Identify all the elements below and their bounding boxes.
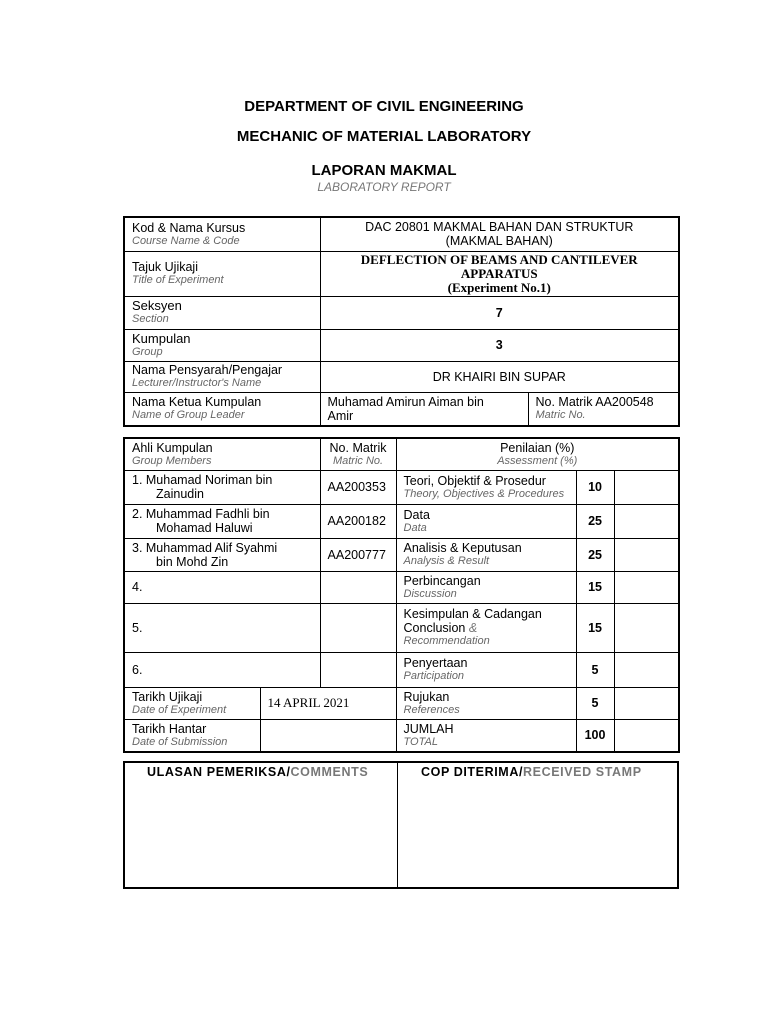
assessment-col-label-en: Assessment (%) [497,454,578,467]
member-name-cell [124,571,320,603]
score-cell [614,652,679,687]
criterion-cell [396,470,576,504]
criterion-name: Kesimpulan & Cadangan [403,607,542,621]
criterion-name-en: Discussion [403,587,457,600]
comments-stamp-box [123,761,679,889]
score-cell [614,687,679,719]
criterion-cell [396,603,576,652]
member-matric [320,652,396,687]
member-matric: AA200182 [320,504,396,538]
stamp-label-en: RECEIVED STAMP [523,765,642,779]
submission-date-label: Tarikh Hantar [132,721,207,736]
course-label-cell [124,217,320,251]
experiment-label-cell [124,251,320,296]
leader-name-line1: Muhamad Amirun Aiman bin [327,394,484,409]
member-name-line1: 4. [132,580,143,594]
leader-name-line2: Amir [327,408,354,423]
score-cell [614,603,679,652]
criterion-marks: 25 [576,504,614,538]
submission-date-label-en: Date of Submission [132,735,228,748]
criterion-name: Teori, Objektif & Prosedur [403,473,546,488]
member-name-cell [124,470,320,504]
score-cell [614,470,679,504]
experiment-date-label-en: Date of Experiment [132,703,227,716]
member-matric [320,603,396,652]
leader-label-cell [124,392,320,426]
criterion-name: Analisis & Keputusan [403,541,522,555]
matric-col-label: No. Matrik [329,440,387,455]
member-matric: AA200777 [320,538,396,571]
experiment-date-row [124,687,679,719]
member-name-cell [124,603,320,652]
section-label-en: Section [132,313,169,325]
criterion-name-en: TOTAL [403,735,438,748]
criterion-name: Penyertaan [403,656,468,670]
lecturer-label-en: Lecturer/Instructor's Name [132,377,262,389]
box-divider [397,763,398,887]
matric-col-header [320,438,396,470]
criterion-name-en: References [403,703,460,716]
table-row [124,470,679,504]
report-subtitle: LABORATORY REPORT [317,180,451,194]
member-name-line2: Mohamad Haluwi [156,521,253,535]
criterion-marks: 5 [576,652,614,687]
leader-matric-cell [528,392,679,426]
leader-matric-en: Matric No. [535,409,586,422]
experiment-value-line2: APPARATUS [460,265,538,281]
report-title: LAPORAN MAKMAL [311,162,457,179]
criterion-name-en: Theory, Objectives & Procedures [403,487,565,500]
section-value: 7 [320,296,679,329]
criterion-name-en: Recommendation [403,635,490,647]
members-col-header [124,438,320,470]
leader-label: Nama Ketua Kumpulan [132,395,262,410]
course-value-line2: (MAKMAL BAHAN) [445,234,553,249]
section-label-cell [124,296,320,329]
group-label-cell [124,329,320,361]
members-assessment-table [123,437,680,753]
criterion-cell [396,719,576,752]
table-row [124,603,679,652]
group-label-en: Group [132,345,163,358]
leader-name-cell [320,392,528,426]
course-row [124,217,679,251]
criterion-cell [396,571,576,603]
criterion-name-amp: & [468,621,478,635]
section-row [124,296,679,329]
group-value: 3 [320,329,679,361]
member-name-cell [124,504,320,538]
criterion-marks: 5 [576,687,614,719]
lecturer-row [124,361,679,392]
criterion-name: Data [403,507,430,522]
member-name-line2: bin Mohd Zin [156,554,229,569]
criterion-marks: 10 [576,470,614,504]
matric-col-label-en: Matric No. [332,454,384,467]
assessment-col-header [396,438,679,470]
member-name-line1: 5. [132,620,143,635]
member-name-cell [124,538,320,571]
submission-date-row [124,719,679,752]
member-name-cell [124,652,320,687]
criterion-cell [396,652,576,687]
member-matric [320,571,396,603]
submission-date-value [260,719,396,752]
experiment-label: Tajuk Ujikaji [132,260,198,274]
member-name-line1: 6. [132,662,143,677]
table-row [124,652,679,687]
lecturer-label: Nama Pensyarah/Pengajar [132,363,283,377]
course-label-en: Course Name & Code [132,234,240,247]
member-name-line1: 3. Muhammad Alif Syahmi [132,540,278,555]
members-col-label-en: Group Members [132,454,212,467]
experiment-date-value: 14 APRIL 2021 [260,687,396,719]
group-row [124,329,679,361]
experiment-date-label: Tarikh Ujikaji [132,689,203,704]
assessment-col-label: Penilaian (%) [500,440,575,455]
section-label: Seksyen [132,298,182,313]
table-row [124,538,679,571]
member-name-line2: Zainudin [156,487,204,501]
members-col-label: Ahli Kumpulan [132,440,213,455]
criterion-marks: 15 [576,571,614,603]
comments-label-en: COMMENTS [290,765,369,779]
criterion-name-en: Analysis & Result [403,555,490,567]
experiment-row [124,251,679,296]
group-label: Kumpulan [132,330,191,346]
criterion-cell [396,538,576,571]
department-title: DEPARTMENT OF CIVIL ENGINEERING [244,98,524,115]
lecturer-label-cell [124,361,320,392]
table-row [124,504,679,538]
criterion-name-line2 [404,621,569,635]
score-cell [614,571,679,603]
experiment-label-en: Title of Experiment [132,274,224,286]
score-cell [614,538,679,571]
leader-row [124,392,679,426]
criterion-name: JUMLAH [403,721,454,736]
member-matric: AA200353 [320,470,396,504]
comments-label: ULASAN PEMERIKSA/ [147,765,291,779]
laboratory-title: MECHANIC OF MATERIAL LABORATORY [236,128,532,145]
criterion-name-en: Participation [403,670,465,682]
stamp-title [421,765,642,779]
member-name-line1: 2. Muhammad Fadhli bin [132,507,270,521]
experiment-value-cell [320,251,679,296]
criterion-marks: 15 [576,603,614,652]
stamp-label: COP DITERIMA/ [421,765,524,779]
experiment-value-line1: DEFLECTION OF BEAMS AND CANTILEVER [360,251,638,267]
table-row [124,571,679,603]
score-cell [614,504,679,538]
course-value-cell [320,217,679,251]
criterion-name-conclusion: Conclusion [403,621,466,635]
course-info-table [123,216,680,427]
experiment-value-line3: (Experiment No.1) [447,279,551,295]
criterion-cell [396,687,576,719]
criterion-marks: 25 [576,538,614,571]
lecturer-value: DR KHAIRI BIN SUPAR [320,361,679,392]
leader-matric: No. Matrik AA200548 [535,395,654,410]
course-label: Kod & Nama Kursus [132,220,246,235]
member-name-line1: 1. Muhamad Noriman bin [132,473,273,487]
members-header-row [124,438,679,470]
criterion-name: Perbincangan [403,573,481,588]
criterion-name-en: Data [403,521,427,534]
criterion-cell [396,504,576,538]
criterion-name: Rujukan [403,689,450,704]
score-cell [614,719,679,752]
leader-label-en: Name of Group Leader [132,409,245,422]
course-value-line1: DAC 20801 MAKMAL BAHAN DAN STRUKTUR [365,220,634,235]
comments-title [147,765,368,779]
experiment-date-label-cell [124,687,260,719]
submission-date-label-cell [124,719,260,752]
criterion-marks: 100 [576,719,614,752]
